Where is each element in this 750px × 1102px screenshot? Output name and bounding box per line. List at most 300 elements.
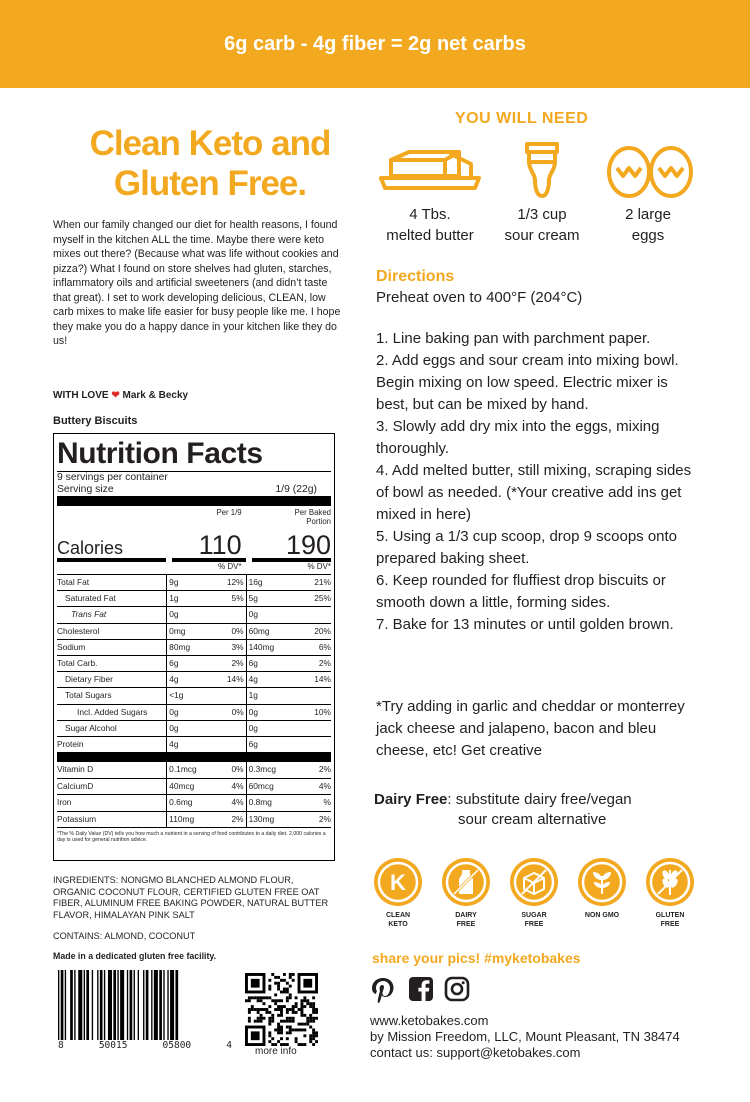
badge-line2: KETO [388,921,408,928]
nutrient-a2: 5g [246,591,292,606]
qr-module [303,996,306,999]
qr-module [271,1017,274,1020]
qr-module [265,996,268,999]
sour-cream-icon [487,140,597,198]
qr-module [251,979,260,988]
banner-text: 6g carb - 4g fiber = 2g net carbs [224,32,526,55]
qr-module [280,1020,283,1023]
nutrient-p1: 0% [231,706,244,717]
qr-module [254,996,257,999]
qr-module [268,1034,271,1037]
tool-butter-line1: 4 Tbs. [409,206,451,223]
nutrient-label: Sugar Alcohol [65,722,117,733]
qr-module [312,1043,315,1046]
nutrient-rows [57,574,331,827]
qr-module [268,1023,271,1026]
intro-paragraph: When our family changed our diet for health reasons, I found myself in the kitchen ALL the time. Maybe there were keto mixes out there? (Because what was life without cookies and pizza?) What I found on store shelves had gluten, starches, inflammatory oils and artificial sweeteners (and didn’t taste that great). I set to work developing delicious, CLEAN, low carb mixes to make life easier for busy people like me. I hope they make you do a happy dance in your kitchen like they do us! [53,219,341,347]
qr-module [257,1011,260,1014]
barcode-bar [117,970,118,1050]
qr-module [292,1005,295,1008]
barcode-bar [159,970,162,1040]
nutrient-p1 [210,688,246,703]
qr-module [309,1037,312,1040]
qr-module [312,1031,315,1034]
net-carbs-banner [0,0,750,88]
qr-module [260,1008,263,1011]
facility-statement: Made in a dedicated gluten free facility. [53,951,217,961]
qr-module [274,976,277,979]
qr-module [289,1026,292,1029]
qr-module [286,982,289,985]
qr-module [268,1040,271,1043]
qr-module [248,1011,251,1014]
badge-line2: FREE [524,921,544,928]
qr-module [257,1017,260,1020]
qr-module [274,1028,277,1031]
qr-module [268,1031,271,1034]
qr-module [265,1008,268,1011]
nutrient-p2: 6% [318,641,331,652]
qr-module [277,982,280,985]
qr-module [277,1028,280,1031]
badge-line1: NON GMO [584,912,620,919]
barcode-digit-3: 05800 [162,1040,192,1051]
qr-module [306,999,309,1002]
nutrient-p2: 2% [318,657,331,668]
qr-label: more info [255,1046,297,1057]
qr-module [280,991,283,994]
nutrient-p1: 5% [231,593,244,604]
qr-module [283,973,286,976]
qr-module [289,973,292,976]
nutrient-label: Incl. Added Sugars [77,706,148,717]
nutrient-a2: 60mg [246,624,292,639]
qr-module [292,1017,295,1020]
badge-line1: CLEAN [385,912,411,919]
qr-module [260,1017,263,1020]
nutrient-row [57,736,331,752]
qr-module [263,996,266,999]
nutrient-p1: 4% [231,797,244,808]
direction-step: 5. Using a 1/3 cup scoop, drop 9 scoops onto prepared baking sheet. [376,528,678,567]
qr-module [277,1026,280,1029]
qr-module [292,1028,295,1031]
qr-module [274,993,277,996]
qr-module [312,1028,315,1031]
nutrient-label: Total Fat [57,577,90,587]
qr-module [303,979,312,988]
instagram-icon[interactable] [444,976,470,1007]
nutrient-a2: 60mcg [246,779,292,794]
ingredients: INGREDIENTS: NONGMO BLANCHED ALMOND FLOUR, ORGANIC COCONUT FLOUR, CERTIFIED GLUTEN FREE OAT FIBER, ALUMINUM FREE BAKING POWDER, NATURAL BUTTER FLAVOR, HIMALAYAN PINK SALT [53,875,329,920]
qr-module [286,1011,289,1014]
qr-module [277,1031,280,1034]
badge-sugar-free [508,858,560,929]
nutrient-a2: 0g [246,705,292,720]
nutrient-a1: 4g [166,737,210,752]
nutrient-a1: 0g [166,607,210,622]
qr-module [277,985,280,988]
qr-module [300,1028,303,1031]
barcode-bar [170,970,174,1050]
nutrient-p1: 14% [226,674,244,685]
qr-module [268,1005,271,1008]
calories-label: Calories [57,538,124,558]
nutrient-a2: 6g [246,737,292,752]
qr-module [315,1017,318,1020]
qr-module [277,1040,280,1043]
qr-module [260,1020,263,1023]
barcode-bar [61,970,64,1050]
social-icons [370,976,480,1006]
barcode-digit-2: 50015 [98,1040,128,1051]
nutrient-label: Iron [57,797,72,808]
nutrient-p1: 2% [231,813,244,824]
barcode-bar [146,970,149,1040]
badge-line2: FREE [660,921,680,928]
badge-line1: SUGAR [521,912,547,919]
qr-module [268,1020,271,1023]
qr-module [268,988,271,991]
qr-module [280,1008,283,1011]
qr-module [298,1043,301,1046]
qr-module [280,1014,283,1017]
website-link[interactable]: www.ketobakes.com [370,1013,489,1028]
nutrient-a1: 80mg [166,640,210,655]
qr-module [289,1017,292,1020]
qr-module [312,1037,315,1040]
badge-line1: GLUTEN [655,912,685,919]
nutrient-label: Potassium [57,813,97,824]
col2-header-line2: Portion [306,517,331,526]
dairy-free-label: Dairy Free [374,791,448,808]
signature-names: Mark & Becky [122,390,189,401]
nutrient-p1 [210,737,246,752]
nutrient-a2: 0g [246,721,292,736]
barcode-bar [175,970,178,1050]
direction-step: 3. Slowly add dry mix into the eggs, mixing thoroughly. [376,418,660,457]
qr-module [312,996,315,999]
qr-module [257,999,260,1002]
nutrient-a2: 1g [246,688,292,703]
non-gmo-icon [578,858,626,906]
nutrient-label: Protein [57,738,84,749]
qr-module [292,1008,295,1011]
direction-step: 4. Add melted butter, still mixing, scraping sides of bowl as needed. (*Your creative add ins get mixed in here) [376,462,692,523]
nutrient-row [57,574,331,590]
nutrition-facts-panel [53,433,335,861]
qr-module [268,985,271,988]
qr-module [289,1028,292,1031]
qr-module [289,1031,292,1034]
pinterest-icon[interactable] [370,976,396,1009]
qr-module [283,988,286,991]
qr-module [309,1014,312,1017]
qr-module [268,979,271,982]
qr-module [286,1020,289,1023]
nutrient-a1: 0g [166,705,210,720]
col2-header-line1: Per Baked [294,508,331,517]
qr-module [303,1034,306,1037]
nutrient-a1: 4g [166,672,210,687]
qr-module [245,999,248,1002]
qr-module [277,1005,280,1008]
nutrient-p1 [210,721,246,736]
qr-module [280,1031,283,1034]
tool-butter-line2: melted butter [386,227,474,244]
qr-module [277,1023,280,1026]
barcode-bar [97,970,98,1040]
qr-module [295,1040,298,1043]
badge-clean-keto [372,858,424,929]
nutrient-a1: 0.6mg [166,795,210,810]
qr-module [300,1043,303,1046]
serving-size-label: Serving size [57,484,114,495]
qr-module [260,1014,263,1017]
qr-module [300,1023,303,1026]
barcode-bar [151,970,152,1040]
qr-module [286,1037,289,1040]
qr-module [289,1020,292,1023]
qr-module [277,1008,280,1011]
you-will-need-title: YOU WILL NEED [455,110,589,127]
headline [60,124,360,204]
qr-module [260,999,263,1002]
direction-step: 6. Keep rounded for fluffiest drop biscuits or smooth down a little, forming sides. [376,572,666,611]
qr-module [300,1005,303,1008]
qr-module [254,1020,257,1023]
nutrient-a2: 6g [246,656,292,671]
badge-gluten-free [644,858,696,929]
nutrient-row [57,671,331,687]
barcode-digit-4: 4 [226,1040,232,1051]
qr-module [289,985,292,988]
tool-sour-cream-line2: sour cream [504,227,580,244]
qr-module [295,1037,298,1040]
direction-step: 2. Add eggs and sour cream into mixing bowl. Begin mixing on low speed. Electric mixer is best, but can be mixed by hand. [376,352,679,413]
qr-module [312,1005,315,1008]
qr-module [283,1005,286,1008]
qr-module [286,996,289,999]
qr-module [268,1017,271,1020]
direction-steps [376,328,696,636]
barcode-bar [127,970,128,1040]
barcode-digit-1: 8 [58,1040,64,1051]
qr-module [303,1043,306,1046]
nutrient-a2: 16g [246,575,292,590]
eggs-icon [593,140,703,198]
barcode-bar [84,970,85,1040]
headline-line-1: Clean Keto and [89,124,331,163]
nutrient-p1: 2% [231,657,244,668]
qr-module [263,1008,266,1011]
facebook-icon[interactable] [408,976,434,1007]
tool-sour-cream [487,140,597,246]
barcode-bar [74,970,75,1040]
barcode-bar [154,970,158,1040]
nutrient-row [57,639,331,655]
qr-module [292,1011,295,1014]
nutrient-a2: 130mg [246,812,292,827]
nutrient-row [57,704,331,720]
qr-module [280,999,283,1002]
serving-size-row [57,484,331,496]
barcode-bar [120,970,124,1050]
qr-module [312,1002,315,1005]
qr-module [286,999,289,1002]
headline-line-2: Gluten Free. [113,164,307,203]
qr-module [286,988,289,991]
qr-module [286,1008,289,1011]
nutrient-row [57,762,331,778]
qr-module [298,1023,301,1026]
share-hashtag: share your pics! #myketobakes [372,950,581,966]
qr-module [248,1017,251,1020]
qr-module [257,1008,260,1011]
nutrient-a2: 0g [246,607,292,622]
qr-module [312,1034,315,1037]
qr-module [280,1028,283,1031]
qr-module [295,1011,298,1014]
qr-module [300,1008,303,1011]
calories-value-1: 110 [166,532,245,558]
nutrient-p2 [291,607,331,622]
serving-size-value: 1/9 (22g) [275,484,317,495]
keto-k-icon [374,858,422,906]
nutrient-a1: 110mg [166,812,210,827]
nutrient-label: Cholesterol [57,625,100,636]
nutrient-p2: 20% [314,625,331,636]
nutrient-row [57,655,331,671]
nutrient-label: Trans Fat [71,609,107,620]
barcode-bar [104,970,105,1040]
nutrient-p2: 2% [318,764,331,775]
qr-module [274,1008,277,1011]
qr-module [271,973,274,976]
contact-email[interactable]: contact us: support@ketobakes.com [370,1045,581,1060]
qr-module [271,1014,274,1017]
qr-module [292,1020,295,1023]
qr-module [298,1008,301,1011]
barcode-bar [108,970,112,1040]
qr-module [248,996,251,999]
nutrient-label: CalciumD [57,781,94,792]
nutrient-a1: 9g [166,575,210,590]
qr-module [303,999,306,1002]
qr-module [306,1002,309,1005]
nutrient-a1: 1g [166,591,210,606]
qr-module [315,1040,318,1043]
nutrient-row [57,720,331,736]
nutrient-p2: 2% [318,813,331,824]
qr-module [295,996,298,999]
qr-module [309,1002,312,1005]
qr-module [309,1034,312,1037]
qr-module [315,1008,318,1011]
nutrient-p2 [291,688,331,703]
qr-module [271,1020,274,1023]
nutrient-p1: 3% [231,641,244,652]
qr-module [280,979,283,982]
qr-module [289,993,292,996]
barcode-bar [65,970,66,1040]
qr-module [280,1011,283,1014]
nutrient-a2: 4g [246,672,292,687]
nutrition-title: Nutrition Facts [57,437,263,470]
tool-eggs-line2: eggs [631,227,665,244]
nutrient-p2: 4% [318,781,331,792]
nutrient-label: Dietary Fiber [65,674,113,685]
nutrient-p1 [210,607,246,622]
allergen-statement: CONTAINS: ALMOND, COCONUT [53,931,196,941]
servings-per-container: 9 servings per container [57,472,168,483]
qr-module [274,1002,277,1005]
qr-module [286,1031,289,1034]
qr-module [312,1017,315,1020]
qr-module [315,1031,318,1034]
nutrient-row [57,811,331,827]
directions-title: Directions [376,268,455,285]
heart-icon: ❤ [111,390,120,401]
qr-module [295,1028,298,1031]
qr-module [303,1014,306,1017]
qr-module [280,1005,283,1008]
nutrient-label: Saturated Fat [65,593,116,604]
nutrient-p2 [291,737,331,752]
qr-module [277,1014,280,1017]
qr-module [251,1031,260,1040]
dairy-free-line2: sour cream alternative [458,811,607,828]
qr-module [265,1011,268,1014]
nutrient-a1: 0mg [166,624,210,639]
nutrient-divider [57,752,331,762]
qr-code-icon[interactable] [245,973,318,1046]
badges-row [372,858,702,938]
nutrient-a1: 0g [166,721,210,736]
barcode-bar [130,970,133,1040]
product-name: Buttery Biscuits [53,415,138,427]
badge-line2: FREE [456,921,476,928]
barcode-bar [100,970,103,1040]
qr-module [283,991,286,994]
qr-module [303,1028,306,1031]
qr-module [306,1023,309,1026]
you-will-need-list [375,140,705,260]
barcode-bar [86,970,89,1040]
butter-icon [375,140,485,198]
qr-module [309,1020,312,1023]
nutrient-p1: 0% [231,625,244,636]
nutrient-row [57,687,331,703]
dairy-free-icon [442,858,490,906]
calories-row [57,530,331,560]
qr-module [295,1005,298,1008]
nutrient-row [57,590,331,606]
qr-module [271,1037,274,1040]
barcode-bar [113,970,116,1040]
qr-module [248,1008,251,1011]
nutrient-row [57,778,331,794]
dairy-free-note [374,790,694,830]
qr-module [312,1008,315,1011]
qr-module [254,1008,257,1011]
qr-module [295,1002,298,1005]
qr-module [263,1002,266,1005]
qr-module [260,996,263,999]
qr-module [309,1026,312,1029]
qr-module [280,1026,283,1029]
barcode-bar [78,970,82,1040]
